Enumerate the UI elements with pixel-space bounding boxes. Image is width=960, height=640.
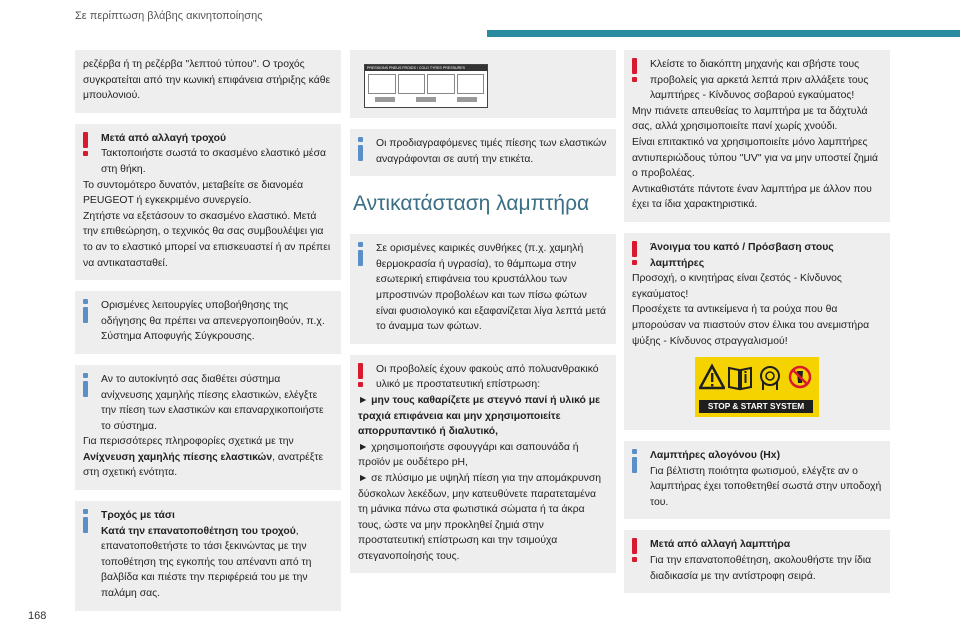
info-title: Λαμπτήρες αλογόνου (Hx) [650,450,781,462]
warning-line-1: Τακτοποιήστε σωστά το σκασμένο ελαστικό μέσα στη θήκη. [101,148,326,175]
warning-line-2: Μην πιάνετε απευθείας το λαμπτήρα με τα δάχτυλά σας, αλλά χρησιμοποιείτε πανί χωρίς χνούδι. [632,105,868,133]
warning-triangle-icon [699,363,725,393]
warning-text: Για την επανατοποθέτηση, ακολουθήστε την ίδια διαδικασία με την αντίστροφη σειρά. [650,555,872,582]
info-icon [632,449,640,473]
warning-icon [632,538,640,562]
section-title: Αντικατάσταση λαμπτήρα [353,192,590,216]
no-loose-clothing-icon [787,363,813,393]
warning-line-4: Αντικαθιστάτε πάντοτε έναν λαμπτήρα με άλλον που έχει τα ίδια χαρακτηριστικά. [632,183,872,211]
header-title: Σε περίπτωση βλάβης ακινητοποίησης [75,10,263,22]
stop-start-system-label: STOP & START SYSTEM [699,400,813,413]
info-icon [358,242,366,266]
info-text: Σε ορισμένες καιρικές συνθήκες (π.χ. χαμηλή θερμοκρασία ή υγρασία), το θάμπωμα στην εσωτερική επιφάνεια του κρυστάλλου των μπροστινών προβολέων και των πίσω φώτων είναι φυσιολογικό και εξαφανίζεται λίγα λεπτά μετά το άναμμα των φώτων. [376,243,607,333]
warning-title: Μετά από αλλαγή λαμπτήρα [650,539,791,551]
info-icon [83,509,91,533]
manual-book-icon [727,363,753,393]
info-text-3: , ανατρέξτε στη σχετική ενότητα. [83,451,324,479]
tyre-label-header: PRESSIONS PNEUS FROIDS / COLD TYRES PRESSURES [365,65,487,71]
column-3 [624,50,890,604]
warning-box-after-wheel-change [75,124,341,280]
info-text: Οι προδιαγραφόμενες τιμές πίεσης των ελαστικών αναγράφονται σε αυτή την ετικέτα. [376,138,607,165]
info-bold-link: Ανίχνευση χαμηλής πίεσης ελαστικών [83,451,273,463]
warning-box-polycarbonate [350,355,616,574]
warning-icon [83,132,91,156]
tyre-pressure-label [364,64,488,108]
warning-icon [632,58,640,82]
warning-title: Μετά από αλλαγή τροχού [101,132,227,144]
column-2 [350,50,616,584]
info-text: Για βέλτιστη ποιότητα φωτισμού, ελέγξτε αν ο λαμπτήρας έχει τοποθετηθεί σωστά στην υποδοχή του. [650,465,882,508]
hazard-symbols-strip [695,357,819,417]
info-box-halogen-bulbs [624,441,890,519]
info-box-tyre-label [350,129,616,176]
info-box-wheel-trim [75,501,341,611]
warning-text-1: Προσοχή, ο κινητήρας είναι ζεστός - Κίνδυνος εγκαύματος! [632,273,842,300]
info-icon [83,373,91,397]
tyre-pressure-label-figure [350,50,616,118]
warning-line-3: Είναι επιτακτικό να χρησιμοποιείτε μόνο λαμπτήρες αντιυπεριώδους τύπου "UV" για να μην υποστεί ζημιά ο προβολέας. [632,136,879,180]
warning-line-1: Κλείστε το διακόπτη μηχανής και σβήστε τους προβολείς για αρκετά λεπτά πριν αλλάξετε τους λαμπτήρες - Κίνδυνος σοβαρού εγκαύματος! [650,59,869,102]
warning-bullet-2: ► χρησιμοποιήστε σφουγγάρι και σαπουνάδα ή προϊόν με ουδέτερο pH, [358,441,579,469]
warning-bullet-3: ► σε πλύσιμο με υψηλή πίεση για την απομάκρυνση δύσκολων λεκέδων, μην κατευθύνετε παρατεταμένα τη μάνικα πάνω στα φωτιστικά σώματα ή τα άκρα τους, ώστε να μην προκληθεί ζημιά στην προστατευτική επίστρωση και την τσιμούχα στεγανοποίησής τους. [358,472,602,562]
box-text: ρεζέρβα ή τη ρεζέρβα "λεπτού τύπου". Ο τροχός συγκρατείται από την κωνική επιφάνεια στήριξης κάθε μπουλονιού. [83,59,331,102]
trim-subtitle: Κατά την επανατοποθέτηση του τροχού [101,525,296,537]
trim-text: , επανατοποθετήστε το τάσι ξεκινώντας με την τοποθέτηση της εγκοπής του απέναντι από τη βαλβίδα και πιέστε την περιφέρειά του με την παλάμη σας. [101,525,312,600]
text-box-tyre-mount [75,50,341,113]
header-accent-bar [487,30,960,37]
warning-text-2: Προσέχετε τα αντικείμενα ή τα ρούχα που θα μπορούσαν να πιαστούν στον έλικα του ανεμιστήρα ψύξης - Κίνδυνος στραγγαλισμού! [632,304,870,347]
column-1 [75,50,341,622]
warning-box-after-bulb-change [624,530,890,593]
info-text-1: Αν το αυτοκίνητό σας διαθέτει σύστημα ανίχνευσης χαμηλής πίεσης ελαστικών, ελέγξτε την πίεση των ελαστικών και επαναρχικοποιήστε το σύστημα. [101,373,324,432]
warning-line-3: Ζητήστε να εξετάσουν το σκασμένο ελαστικό. Μετά την επιθεώρηση, ο τεχνικός θα σας συμβουλέψει για το αν το ελαστικό μπορεί να επισκευαστεί ή αν πρέπει να αντικατασταθεί. [83,210,331,269]
warning-bullet-1: ► μην τους καθαρίζετε με στεγνό πανί ή υλικό με τραχιά επιφάνεια και μην χρησιμοποιείτε απορρυπαντικό ή διαλυτικό, [358,394,601,438]
info-icon [83,299,91,323]
fan-belt-icon [757,363,783,393]
warning-box-bonnet [624,233,890,430]
warning-icon [632,241,640,265]
warning-box-bulb-safety [624,50,890,222]
warning-line-2: Το συντομότερο δυνατόν, μεταβείτε σε διανομέα PEUGEOT ή εγκεκριμένο συνεργείο. [83,179,304,207]
info-icon [358,137,366,161]
trim-title: Τροχός με τάσι [101,510,175,522]
info-text: Ορισμένες λειτουργίες υποβοήθησης της οδήγησης θα πρέπει να απενεργοποιηθούν, π.χ. Σύστημα Αποφυγής Σύγκρουσης. [101,300,325,343]
page-number: 168 [28,610,47,622]
info-box-condensation [350,234,616,344]
info-box-driving-aids [75,291,341,354]
info-box-low-pressure [75,365,341,490]
warning-icon [358,363,366,387]
info-text-2: Για περισσότερες πληροφορίες σχετικά με την [83,436,294,448]
warning-title: Άνοιγμα του καπό / Πρόσβαση στους λαμπτήρες [650,241,834,269]
warning-intro: Οι προβολείς έχουν φακούς από πολυανθρακικό υλικό με προστατευτική επίστρωση: [376,363,599,391]
